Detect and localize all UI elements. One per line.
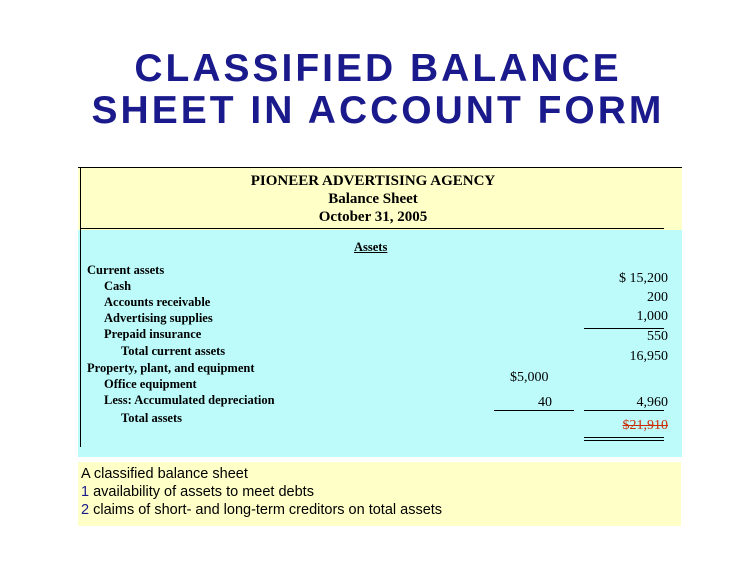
advertising-supplies-label: Advertising supplies [104,311,213,325]
prepaid-insurance-label: Prepaid insurance [104,327,202,341]
depreciation-rule [494,410,574,411]
cash-label: Cash [104,279,132,293]
explanation-point-2 [81,501,681,519]
assets-heading: Assets [354,240,388,254]
total-current-assets-label: Total current assets [121,344,226,358]
balance-sheet-header [78,167,682,230]
net-equipment-rule [584,410,664,411]
point-1-number: 1 [81,484,90,500]
total-current-assets-amount: 16,950 [629,349,668,364]
office-equipment-label: Office equipment [104,377,197,391]
company-name: PIONEER ADVERTISING AGENCY [250,173,496,189]
slide-title-line-1: CLASSIFIED BALANCE [134,47,622,90]
accumulated-depreciation-label: Less: Accumulated depreciation [104,393,275,407]
point-2-text: claims of short- and long-term creditors on total assets [89,502,443,518]
slide-title [0,48,756,132]
total-assets-label: Total assets [121,411,183,425]
current-assets-subtotal-rule [584,328,664,329]
explanation-heading: A classified balance sheet [81,466,248,482]
header-bottom-rule [81,228,664,229]
balance-sheet [78,167,682,457]
point-1-text: availability of assets to meet debts [89,484,314,500]
total-assets-double-rule-2 [584,440,664,441]
total-assets-amount: $21,910 [622,418,668,433]
office-equipment-amount: $5,000 [510,370,549,385]
net-equipment-amount: 4,960 [636,395,668,410]
ppe-label: Property, plant, and equipment [87,361,255,375]
statement-date: October 31, 2005 [318,209,428,225]
accounts-receivable-amount: 200 [647,290,668,305]
point-2-number: 2 [81,502,90,518]
slide-title-line-2: SHEET IN ACCOUNT FORM [91,89,665,132]
accumulated-depreciation-amount: 40 [538,395,552,410]
explanation-box [78,462,681,526]
prepaid-insurance-amount: 550 [647,329,668,344]
explanation-point-1 [81,483,681,501]
accounts-receivable-label: Accounts receivable [104,295,211,309]
current-assets-label: Current assets [87,263,165,277]
balance-sheet-body [78,230,682,457]
cash-amount: $ 15,200 [619,271,668,286]
advertising-supplies-amount: 1,000 [636,309,668,324]
statement-name: Balance Sheet [328,191,418,207]
sheet-left-border [80,167,81,447]
total-assets-double-rule-1 [584,437,664,438]
